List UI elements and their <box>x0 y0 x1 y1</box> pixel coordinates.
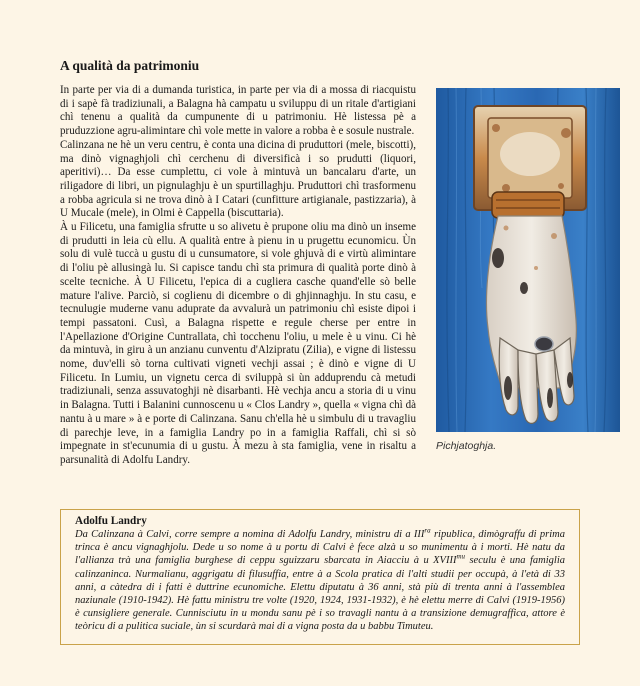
article-body <box>60 84 416 468</box>
door-knocker-hand-icon <box>436 88 620 432</box>
bio-text-part-1: Da Calinzana à Calvi, corre sempre a nomina di Adolfu Landry, ministru di a III <box>75 529 425 540</box>
door-knocker-photo <box>436 88 620 432</box>
bio-text <box>75 528 565 634</box>
bio-sidebar-box <box>60 509 580 645</box>
paragraph-1: In parte per via di a dumanda turistica, in parte per via di a mossa di riacquistu di i sapè fà tradiziunali, a Balagna hà campatu u sviluppu di un ritale d'artigiani chì tenenu a qualità da cumpunente di u patrimoniu. Hè listessa pè a pruduzzione agru-alimintare chì vole mette in valore a robba è e sosule nustrale. <box>60 84 416 138</box>
section-title: A qualità da patrimoniu <box>60 58 200 73</box>
bio-title: Adolfu Landry <box>75 515 147 527</box>
bio-superscript-1: ra <box>424 526 431 535</box>
paragraph-3: À u Filicetu, una famiglia sfrutte u so alivetu è prupone oliu ma dinò un inseme di prudutti in leia cù ellu. A qualità entre à pienu in u prugettu ecunomicu. Ùn solu di vulè tuccà u gustu di u cunsumatore, si vole ghjuvà di e virtù alimintare di l'oliu pè allusingà lu. Si capisce tandu chì sta primura di qualità porte dinò à scelte tecniche. À U Filicetu, l'epica di a cugliera casche quand'elle sò belle mature l'alive. Parciò, si coglienu di dicembre o di ghjinnaghju. In stu casu, e tecnulugie muderne vanu aduprate da avvalurà un patrimoniu chì esiste dipoi i tempi passatoni. Cusì, a Balagna rispette e regule cherse per entre in l'Apellazione d'Origine Cuntrallata, chì tocchenu l'oliu, u mele è u vinu. Ci hè da mintuvà, in giru à un anzianu cunventu d'Alzipratu (Zilia), e vigne di listessu nome, duv'elli sò torna cultivati vigneti vechji assai ; è dinò e vigne di U Filicetu. In Lumiu, un vignetu cerca di sviluppà si ùn adduprendu cà metudi tradiziunali, senza assuvatoghji nè disarbanti. Hè vechja ancu a storia di u vinu in Balagna. Tutti i Balanini cunnoscenu u « Clos Landry », quella « vigna chì dà nantu à u mare » à e porte di Calinzana. Sanu ch'ella hè u simbulu di u travagliu di parechje leve, in a famiglia Landry po in a famiglia Raffali, chì si sò impegnate in st'ecunumia di u gustu. À mezu à sta famiglia, vene in risaltu a parsunalità di Adolfu Landry. <box>60 221 416 466</box>
photo-caption: Pichjatoghja. <box>436 440 497 452</box>
bio-superscript-2: mu <box>456 552 466 561</box>
bio-text-part-2: ripublica, dimògraffu di prima trinca è ancu vignaghjolu. Dede u so nome à u portu di Calvi è fece alzà u so munimentu à i morti. Hè natu da l'allianza trà una famiglia burghese di ceppu sguizzaru sbarcata in Aiacciu à u XVIII <box>75 529 565 567</box>
paragraph-2: Calinzana ne hè un veru centru, è conta una dicina di pruduttori (mele, biscotti), ma dinò vignaghjoli chì cerchenu di diversificà i so prudutti (liquori, aperitivi)… Da esse cumplettu, ci vole à mintuvà un bancalaru d'arte, un riligadore di libri, un pignulaghju è un spurtillaghju. Pruduttori chì trasformenu a robba agricula si ne trova dinò à I Catari (cunfitture artigianale, pastizzaria), à U Mucale (mele), in Olmi è Cappella (biscuttaria). <box>60 138 416 220</box>
bio-text-part-3: seculu è una famiglia calinzaninca. Nurmalianu, aggrigatu di filusuffia, entre à a Scola pratica di l'alti studii per occupà, à l'età di 33 anni, a càtedra di i fatti è duttrine ecunomiche. Elettu diputatu à 36 anni, stà più di trenta anni à l'assemblea naziunale (1910-1942). Hè fattu ministru tre volte (1920, 1924, 1931-1932), è hè elettu merre di Calvi (1919-1956) è cunsigliere generale. Cunnisciutu in u mondu sanu pè i so travagli nantu à a transizione demugraffica, attore è teòricu di a pulitica suciale, ùn si scurdarà mai di a vigna posta da u babbu Timuteu. <box>75 555 565 633</box>
